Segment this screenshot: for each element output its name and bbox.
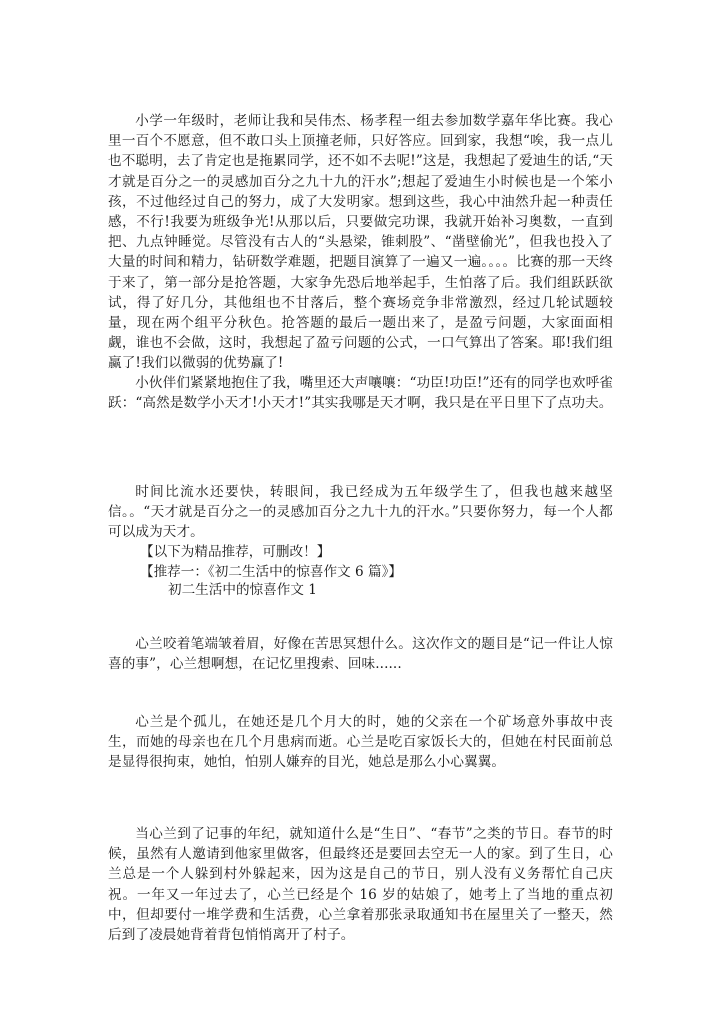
essay-heading: 初二生活中的惊喜作文 1 [168,582,317,598]
paragraph-text: 心兰是个孤儿，在她还是几个月大的时，她的父亲在一个矿场意外事故中丧生，而她的母亲也在几个月患病而逝。心兰是吃百家饭长大的，但她在村民面前总是显得很拘束，她怕，怕别人嫌弃的目光，她总是那么小心翼翼。 [108,714,613,771]
paragraph-4 [108,634,613,674]
paragraph-2 [108,373,613,413]
paragraph-5 [108,712,613,773]
paragraph-text: 当心兰到了记事的年纪，就知道什么是“生日”、“春节”之类的节日。春节的时候，虽然有人邀请到他家里做客，但最终还是要回去空无一人的家。到了生日，心兰总是一个人躲到村外躲起来，因为这是自己的节日，别人没有义务帮忙自己庆祝。一年又一年过去了，心兰已经是个 16 岁的姑娘了，她考上了当地的重点初中，但却要付一堆学费和生活费，心兰拿着那张录取通知书在屋里关了一整天，然后到了凌晨她背着背包悄悄离开了村子。 [108,826,613,944]
recommend-note: 【以下为精品推荐，可删改！】 [140,544,331,560]
recommend-title: 【推荐一：《初二生活中的惊喜作文 6 篇》】 [140,564,402,580]
paragraph-text: 心兰咬着笔端皱着眉，好像在苦思冥想什么。这次作文的题目是“记一件让人惊喜的事”，心兰想啊想，在记忆里搜索、回味...... [108,636,613,673]
paragraph-text: 时间比流水还要快，转眼间，我已经成为五年级学生了，但我也越来越坚信。。“天才就是百分之一的灵感加百分之九十九的汗水。”只要你努力，每一个人都可以成为天才。 [108,484,613,541]
paragraph-text: 小学一年级时，老师让我和吴伟杰、杨孝程一组去参加数学嘉年华比赛。我心里一百个不愿意，但不敢口头上顶撞老师，只好答应。回到家，我想“唉，我一点儿也不聪明，去了肯定也是拖累同学，还不如不去呢!”这是，我想起了爱迪生的话,“天才就是百分之一的灵感加百分之九十九的汗水”;想起了爱迪生小时候也是一个笨小孩，不过他经过自己的努力，成了大发明家。想到这些，我心中油然升起一种责任感，不行!我要为班级争光!从那以后，只要做完功课，我就开始补习奥数，一直到把、九点钟睡觉。尽管没有古人的“头悬梁，锥刺股”、“凿壁偷光”，但我也投入了大量的时间和精力，钻研数学难题，把题目演算了一遍又一遍。。。。比赛的那一天终于来了，第一部分是抢答题，大家争先恐后地举起手，生怕落了后。我们组跃跃欲试，得了好几分，其他组也不甘落后，整个赛场竞争非常激烈，经过几轮试题较量，现在两个组平分秋色。抢答题的最后一题出来了，是盈亏问题，大家面面相觑，谁也不会做，这时，我想起了盈亏问题的公式，一口气算出了答案。耶!我们组赢了!我们以微弱的优势赢了! [108,113,613,372]
paragraph-3 [108,482,613,543]
paragraph-text: 小伙伴们紧紧地抱住了我，嘴里还大声嚷嚷：“功臣!功臣!”还有的同学也欢呼雀跃：“高然是数学小天才!小天才!”其实我哪是天才啊，我只是在平日里下了点功夫。 [108,375,613,412]
paragraph-6 [108,824,613,945]
paragraph-1 [108,111,613,374]
